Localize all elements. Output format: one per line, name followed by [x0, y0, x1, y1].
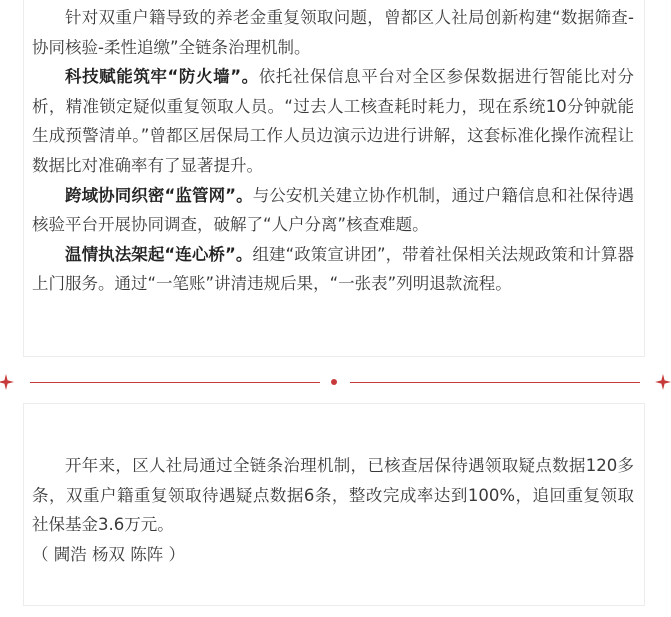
summary-body	[32, 451, 634, 569]
divider-dot	[331, 379, 337, 385]
section-body-cross: 与公安机关建立协作机制，通过户籍信息和社保待遇核验平台开展协同调查，破解了“人户分离”核查难题。	[32, 185, 634, 235]
section-body-tech: 依托社保信息平台对全区参保数据进行智能比对分析，精准锁定疑似重复领取人员。“过去人工核查耗时耗力，现在系统10分钟就能生成预警清单。”曾都区居保局工作人员边演示边进行讲解，这套标准化操作流程让数据比对准确率有了显著提升。	[32, 67, 634, 175]
section-paragraph-cross	[32, 181, 634, 240]
article-card-top	[23, 0, 645, 357]
divider-line-right	[350, 382, 640, 383]
summary-paragraph: 开年来，区人社局通过全链条治理机制，已核查居保待遇领取疑点数据120多条，双重户籍重复领取待遇疑点数据6条，整改完成率达到100%，追回重复领取社保基金3.6万元。	[32, 456, 634, 535]
article-body	[32, 3, 634, 299]
section-body-warm: 组建“政策宣讲团”，带着社保相关法规政策和计算器上门服务。通过“一笔账”讲清违规后果，“一张表”列明退款流程。	[32, 244, 634, 294]
section-heading-tech: 科技赋能筑牢“防火墙”。	[65, 67, 259, 87]
section-paragraph-tech	[32, 62, 634, 180]
section-heading-warm: 温情执法架起“连心桥”。	[65, 244, 253, 264]
section-heading-cross: 跨域协同织密“监管网”。	[65, 185, 253, 205]
intro-paragraph: 针对双重户籍导致的养老金重复领取问题，曾都区人社局创新构建“数据筛查-协同核验-柔性追缴”全链条治理机制。	[32, 8, 634, 57]
four-point-star-icon	[655, 374, 671, 390]
four-point-star-icon	[0, 374, 14, 390]
section-paragraph-warm	[32, 240, 634, 299]
author-byline: （ 閪浩 杨双 陈阵 ）	[32, 544, 185, 564]
section-divider	[0, 373, 671, 393]
article-card-bottom	[23, 403, 645, 606]
divider-line-left	[30, 382, 320, 383]
